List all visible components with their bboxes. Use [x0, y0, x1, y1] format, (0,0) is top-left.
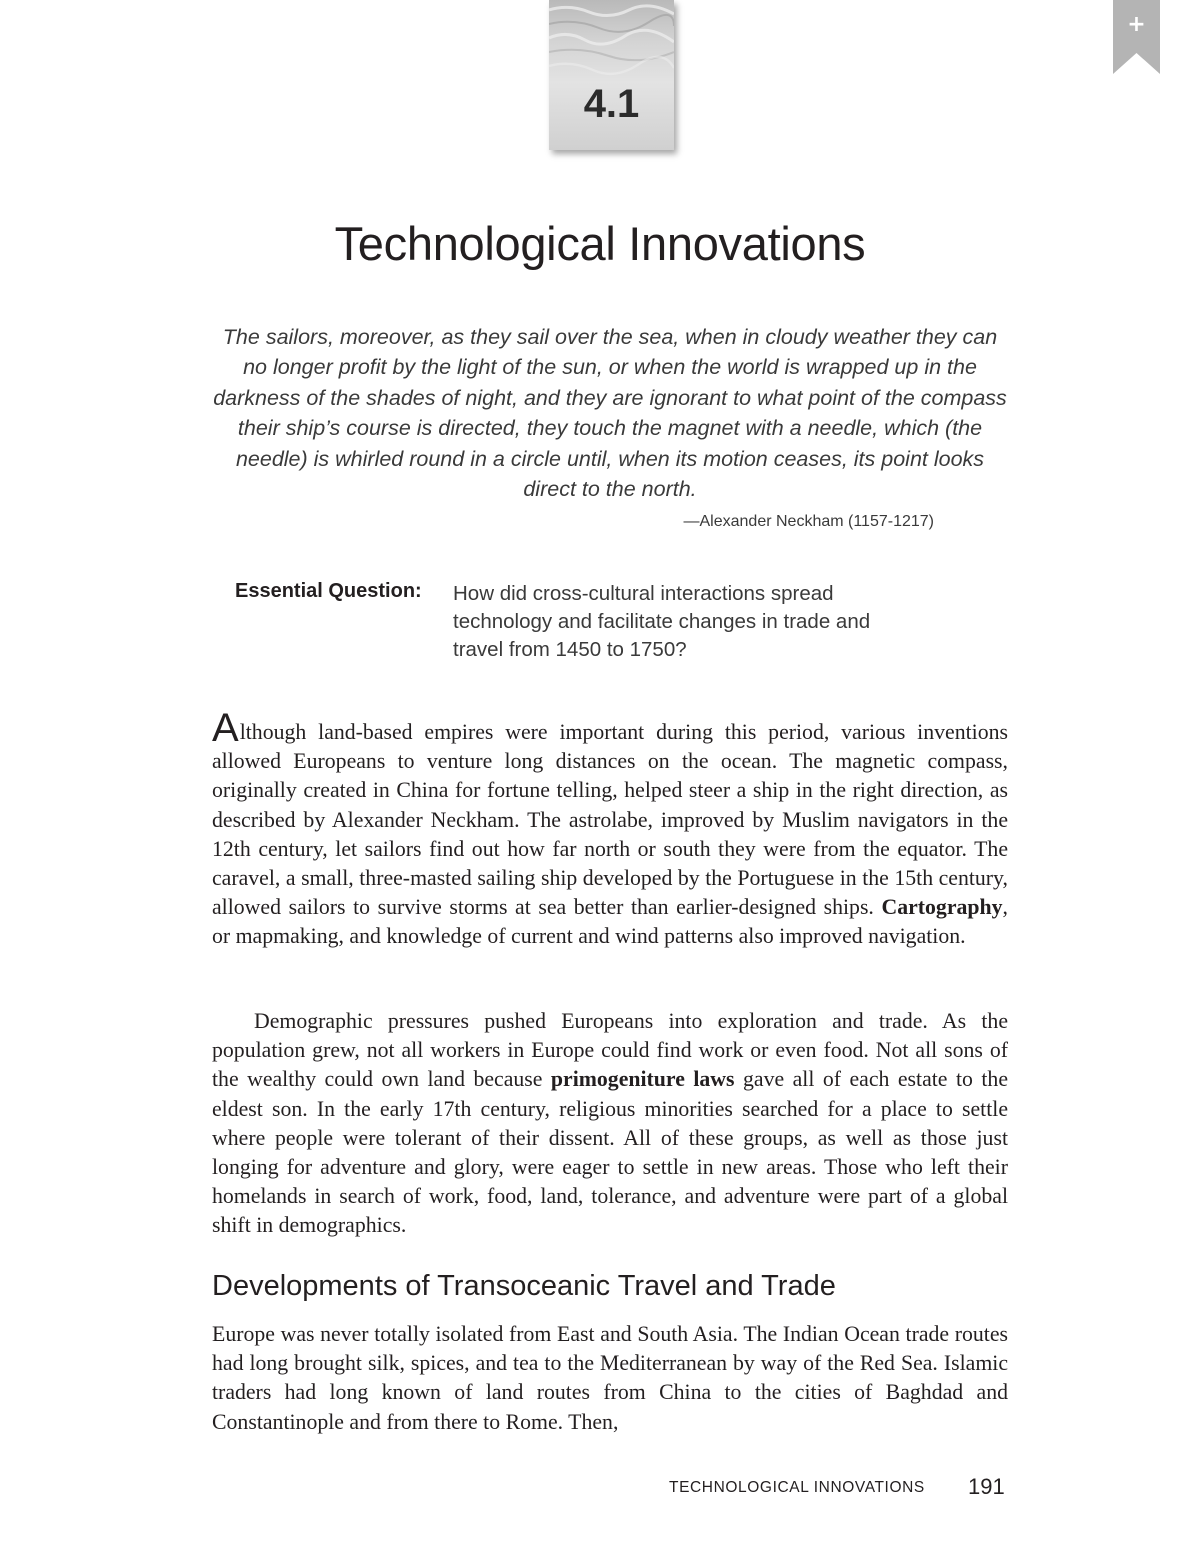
paragraph-1-text-b: , or mapmaking, and knowledge of current and wind patterns also improved navigation.	[212, 895, 1008, 949]
plus-icon: +	[1127, 12, 1146, 37]
section-number-tab	[549, 0, 674, 150]
body-paragraph-2	[212, 1007, 1008, 1241]
body-paragraph-1	[212, 706, 1008, 952]
paragraph-1-text-a: lthough land-based empires were important during this period, various inventions allowed Europeans to venture long distances on the ocean. The magnetic compass, originally created in China for fortune telling, helped steer a ship in the right direction, as described by Alexander Neckham. The astrolabe, improved by Muslim navigators in the 12th century, let sailors find out how far north or south they were from the equator. The caravel, a small, three-masted sailing ship developed by the Portuguese in the 15th century, allowed sailors to survive storms at sea better than earlier-designed ships.	[212, 720, 1008, 920]
drop-cap: A	[212, 706, 239, 750]
epigraph-attribution: —Alexander Neckham (1157-1217)	[683, 513, 934, 530]
key-term-primogeniture-laws: primogeniture laws	[550, 1067, 735, 1092]
body-paragraph-3: Europe was never totally isolated from East and South Asia. The Indian Ocean trade routes had long brought silk, spices, and tea to the Mediterranean by way of the Red Sea. Islamic traders had long known of land routes from China to the cities of Baghdad and Constantinople and from there to Rome. Then,	[212, 1322, 1008, 1434]
key-term-cartography: Cartography	[881, 895, 1003, 920]
paragraph-2-text-b: gave all of each estate to the eldest son. In the early 17th century, religious minorities searched for a place to settle where people were tolerant of their dissent. All of these groups, as well as those just longing for adventure and glory, were eager to settle in new areas. Those who left their homelands in search of work, food, land, tolerance, and adventure were part of a global shift in demographics.	[212, 1067, 1008, 1238]
essential-question-label: Essential Question:	[235, 580, 422, 602]
section-number: 4.1	[583, 82, 640, 126]
page-number: 191	[968, 1474, 1005, 1499]
section-heading: Developments of Transoceanic Travel and Trade	[212, 1270, 836, 1302]
epigraph-quote: The sailors, moreover, as they sail over the sea, when in cloudy weather they can no longer profit by the light of the sun, or when the world is wrapped up in the darkness of the shades of night, and they are ignorant to what point of the compass their ship’s course is directed, they touch the magnet with a needle, which (the needle) is whirled round in a circle until, when its motion ceases, its point looks direct to the north.	[213, 325, 1007, 502]
paragraph-2-text-a: Demographic pressures pushed Europeans into exploration and trade. As the population grew, not all workers in Europe could find work or even food. Not all sons of the wealthy could own land because	[212, 1009, 1008, 1092]
running-footer: TECHNOLOGICAL INNOVATIONS	[669, 1479, 925, 1496]
chapter-title: Technological Innovations	[334, 217, 866, 270]
water-texture-image	[549, 0, 674, 150]
essential-question-text: How did cross-cultural interactions spread technology and facilitate changes in trade and travel from 1450 to 1750?	[453, 582, 871, 661]
